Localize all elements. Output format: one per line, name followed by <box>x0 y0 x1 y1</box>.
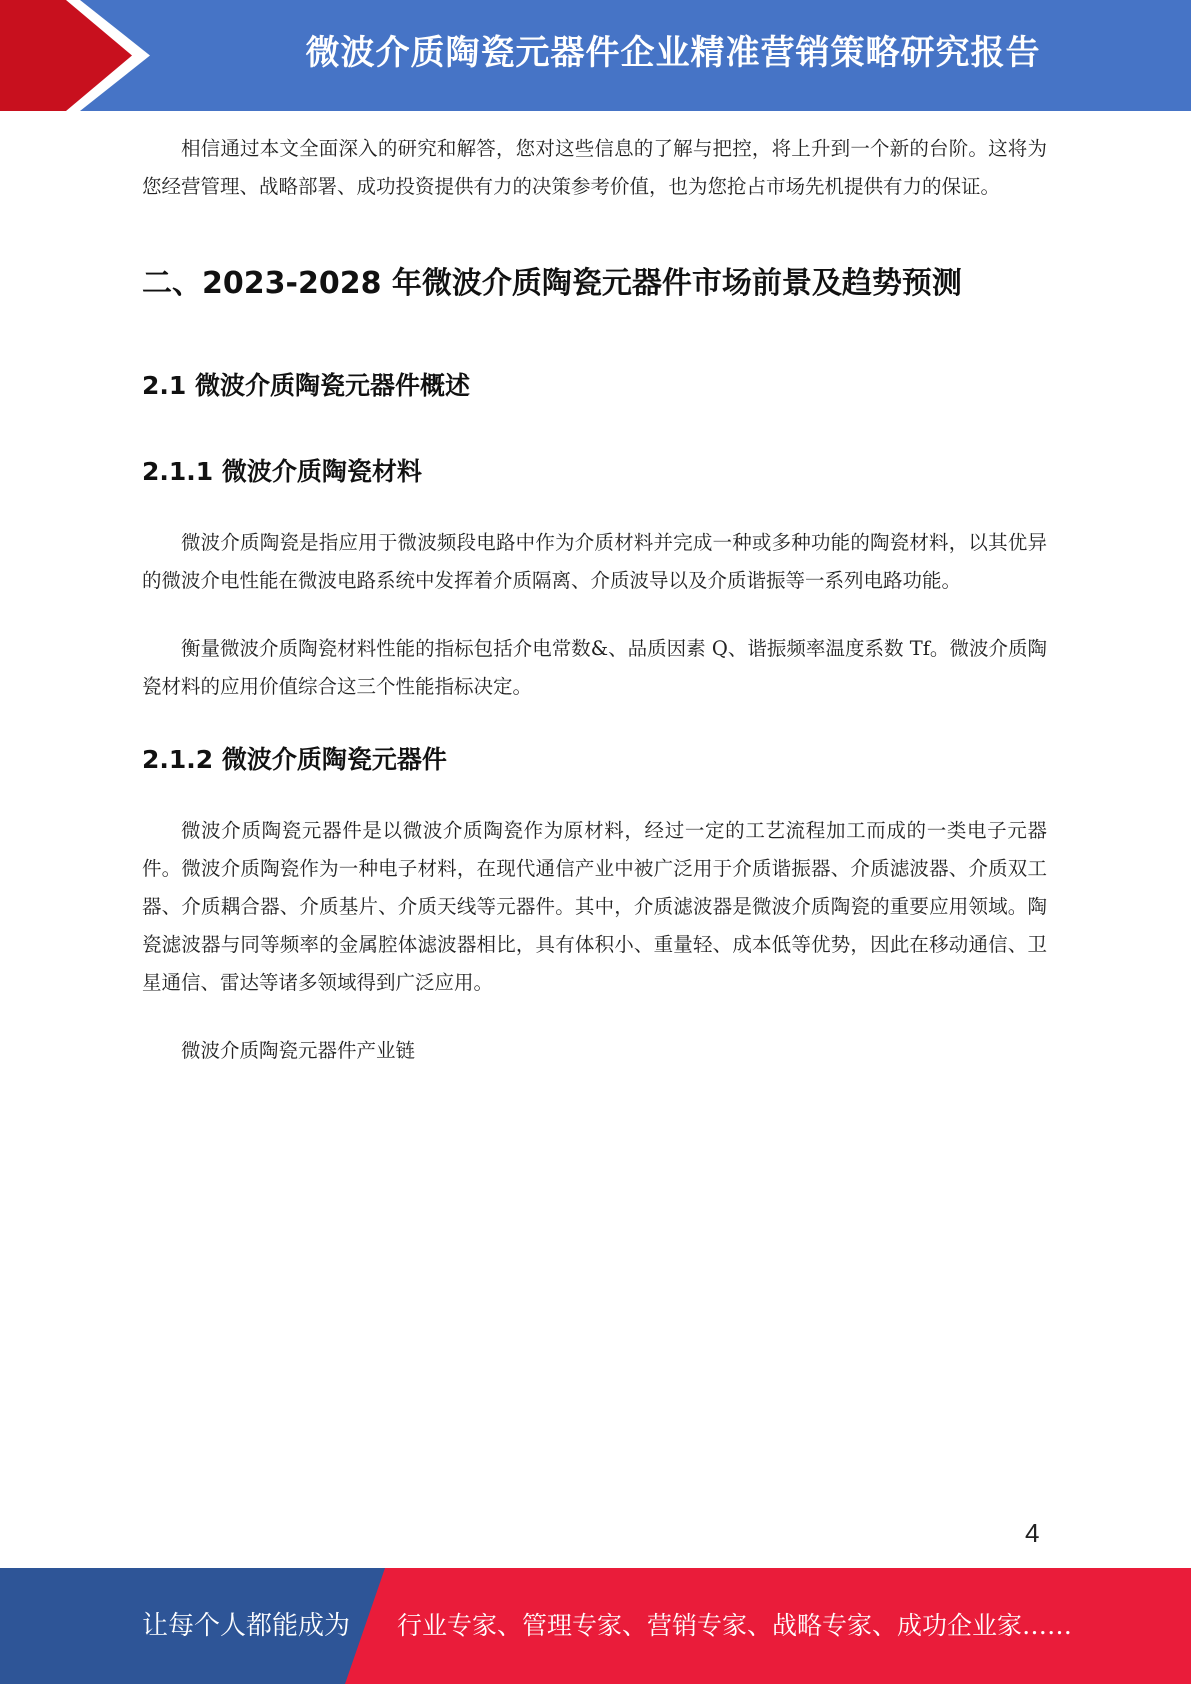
section-2-1-heading: 2.1 微波介质陶瓷元器件概述 <box>142 371 470 400</box>
section-2-heading: 二、2023-2028 年微波介质陶瓷元器件市场前景及趋势预测 <box>142 266 962 301</box>
section-2-1-2-paragraph-1: 微波介质陶瓷元器件是以微波介质陶瓷作为原材料，经过一定的工艺流程加工而成的一类电子元器件。微波介质陶瓷作为一种电子材料，在现代通信产业中被广泛用于介质谐振器、介质滤波器、介质双工器、介质耦合器、介质基片、介质天线等元器件。其中，介质滤波器是微波介质陶瓷的重要应用领域。陶瓷滤波器与同等频率的金属腔体滤波器相比，具有体积小、重量轻、成本低等优势，因此在移动通信、卫星通信、雷达等诸多领域得到广泛应用。 <box>142 819 1047 994</box>
document-body <box>142 130 1047 1070</box>
footer-slogan-left: 让每个人都能成为 <box>142 1611 351 1641</box>
section-2-1-2-paragraph-2: 微波介质陶瓷元器件产业链 <box>181 1039 416 1062</box>
page-footer <box>0 1568 1191 1684</box>
footer-slogan-right: 行业专家、管理专家、营销专家、战略专家、成功企业家…… <box>397 1611 1073 1640</box>
section-2-1-1-paragraph-2: 衡量微波介质陶瓷材料性能的指标包括介电常数&、品质因素 Q、谐振频率温度系数 Tf。微波介质陶瓷材料的应用价值综合这三个性能指标决定。 <box>142 637 1047 698</box>
page-header <box>0 0 1191 111</box>
section-2-1-1-paragraph-1: 微波介质陶瓷是指应用于微波频段电路中作为介质材料并完成一种或多种功能的陶瓷材料，以其优异的微波介电性能在微波电路系统中发挥着介质隔离、介质波导以及介质谐振等一系列电路功能。 <box>142 531 1047 592</box>
report-title: 微波介质陶瓷元器件企业精准营销策略研究报告 <box>305 33 1041 73</box>
page-number: 4 <box>1025 1518 1040 1548</box>
intro-paragraph: 相信通过本文全面深入的研究和解答，您对这些信息的了解与把控，将上升到一个新的台阶。这将为您经营管理、战略部署、成功投资提供有力的决策参考价值，也为您抢占市场先机提供有力的保证。 <box>142 137 1047 198</box>
section-2-1-1-heading: 2.1.1 微波介质陶瓷材料 <box>142 457 422 486</box>
header-chevron-decoration <box>0 0 150 111</box>
section-2-1-2-heading: 2.1.2 微波介质陶瓷元器件 <box>142 745 447 774</box>
